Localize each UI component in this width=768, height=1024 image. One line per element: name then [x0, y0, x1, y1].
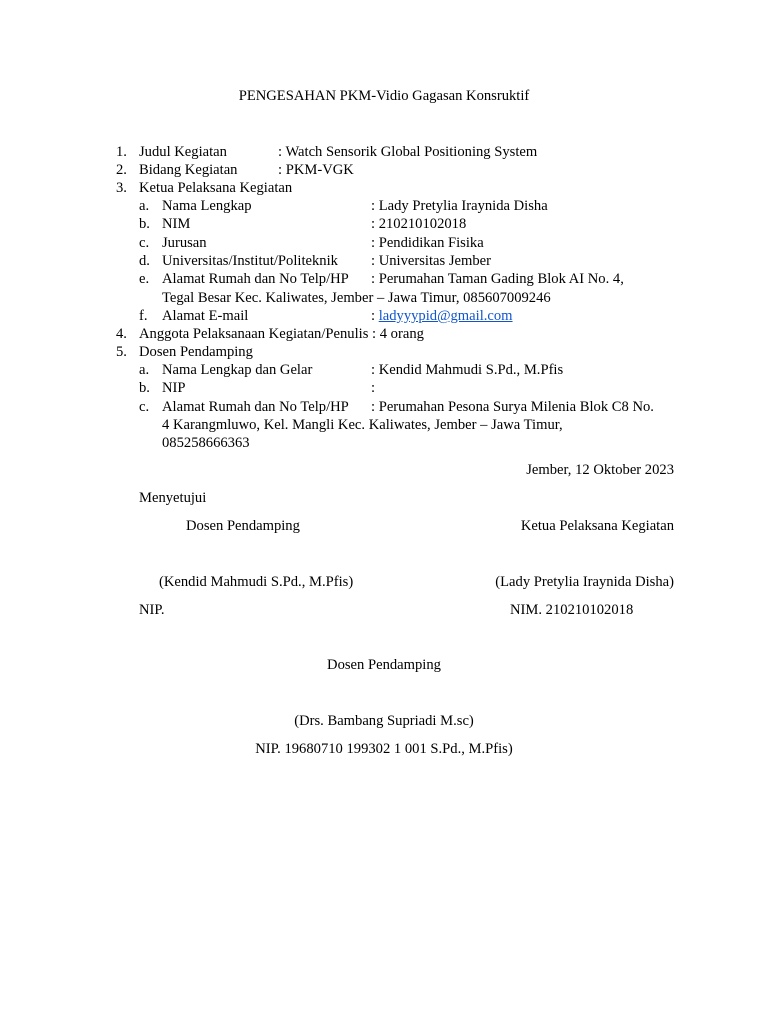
- sub-letter: c.: [139, 235, 150, 251]
- left-signature-name: (Kendid Mahmudi S.Pd., M.Pfis): [159, 574, 354, 590]
- sub-label: Nama Lengkap: [162, 198, 252, 214]
- sub-value: : Pendidikan Fisika: [371, 235, 484, 251]
- sub-letter: b.: [139, 380, 150, 396]
- sub-letter: b.: [139, 216, 150, 232]
- right-signature-id: NIM. 210210102018: [510, 602, 634, 618]
- sub-label: Universitas/Institut/Politeknik: [162, 253, 338, 269]
- sub-label: Alamat Rumah dan No Telp/HP: [162, 399, 349, 415]
- item-value: : Watch Sensorik Global Positioning System: [278, 144, 538, 160]
- sub-value-continued: 4 Karangmluwo, Kel. Mangli Kec. Kaliwates, Jember – Jawa Timur,: [162, 417, 563, 433]
- sub-value: : Lady Pretylia Iraynida Disha: [371, 198, 548, 214]
- item-value: : PKM-VGK: [278, 162, 354, 178]
- item-label: Anggota Pelaksanaan Kegiatan/Penulis : 4 orang: [139, 326, 424, 342]
- right-signature-name: (Lady Pretylia Iraynida Disha): [495, 574, 674, 590]
- right-signature-role: Ketua Pelaksana Kegiatan: [520, 518, 674, 534]
- email-link[interactable]: ladyyypid@gmail.com: [378, 308, 513, 324]
- sub-letter: f.: [139, 308, 148, 324]
- sub-value: : Perumahan Taman Gading Blok AI No. 4,: [371, 271, 624, 287]
- bottom-signature-id: NIP. 19680710 199302 1 001 S.Pd., M.Pfis): [255, 741, 513, 757]
- item-number: 2.: [116, 162, 127, 178]
- sub-value: : Perumahan Pesona Surya Milenia Blok C8 No.: [371, 399, 654, 415]
- sub-value: :: [371, 380, 376, 396]
- item-number: 5.: [116, 344, 127, 360]
- item-label: Judul Kegiatan: [139, 144, 227, 160]
- sub-letter: a.: [139, 362, 150, 378]
- item-number: 1.: [116, 144, 127, 160]
- item-number: 4.: [116, 326, 127, 342]
- sub-label: Alamat Rumah dan No Telp/HP: [162, 271, 349, 287]
- item-label: Bidang Kegiatan: [139, 162, 238, 178]
- sub-letter: a.: [139, 198, 150, 214]
- left-signature-id: NIP.: [139, 602, 165, 618]
- sub-value: : Kendid Mahmudi S.Pd., M.Pfis: [371, 362, 564, 378]
- sub-letter: c.: [139, 399, 150, 415]
- page-title: PENGESAHAN PKM-Vidio Gagasan Konsruktif: [238, 88, 530, 104]
- item-number: 3.: [116, 180, 127, 196]
- sub-label: Nama Lengkap dan Gelar: [162, 362, 313, 378]
- approval-label: Menyetujui: [139, 490, 207, 506]
- sub-letter: e.: [139, 271, 150, 287]
- sub-value-continued: Tegal Besar Kec. Kaliwates, Jember – Jawa Timur, 085607009246: [162, 290, 551, 306]
- sub-label: NIP: [162, 380, 186, 396]
- left-signature-role: Dosen Pendamping: [186, 518, 300, 534]
- email-colon: :: [371, 308, 379, 324]
- sub-value: : 210210102018: [371, 216, 467, 232]
- bottom-signature-role: Dosen Pendamping: [327, 657, 441, 673]
- place-date: Jember, 12 Oktober 2023: [526, 462, 674, 478]
- item-label: Ketua Pelaksana Kegiatan: [139, 180, 293, 196]
- sub-value-continued: 085258666363: [162, 435, 250, 451]
- sub-label: Jurusan: [162, 235, 207, 251]
- email-value: [371, 307, 513, 325]
- sub-label: NIM: [162, 216, 191, 232]
- item-label: Dosen Pendamping: [139, 344, 253, 360]
- sub-value: : Universitas Jember: [371, 253, 491, 269]
- bottom-signature-name: (Drs. Bambang Supriadi M.sc): [294, 713, 474, 729]
- sub-label: Alamat E-mail: [162, 308, 249, 324]
- sub-letter: d.: [139, 253, 150, 269]
